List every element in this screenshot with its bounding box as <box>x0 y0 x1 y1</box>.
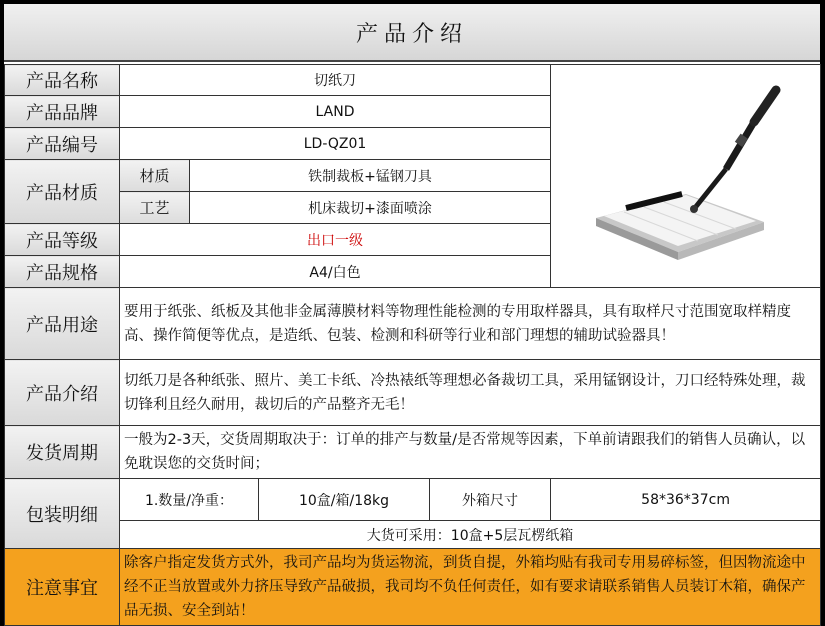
packing-size-value: 58*36*37cm <box>551 479 821 521</box>
material-sub-value: 铁制裁板+锰钢刀具 <box>190 160 551 192</box>
packing-qty-label: 1.数量/净重： <box>120 479 259 521</box>
name-value: 切纸刀 <box>120 65 551 96</box>
notice-label: 注意事宜 <box>5 549 120 626</box>
spec-value: A4/白色 <box>120 256 551 288</box>
packing-size-label: 外箱尺寸 <box>430 479 551 521</box>
notice-value: 除客户指定发货方式外，我司产品均为货运物流，到货自提，外箱均贴有我司专用易碎标签，但因物流途中经不正当放置或外力挤压导致产品破损，我司均不负任何责任，如有要求请联系销售人员装订木箱，确保产品无损、安全到站！ <box>120 549 821 626</box>
usage-label: 产品用途 <box>5 288 120 360</box>
brand-value: LAND <box>120 96 551 128</box>
usage-value: 要用于纸张、纸板及其他非金属薄膜材料等物理性能检测的专用取样器具，具有取样尺寸范围宽取样精度高、操作简便等优点，是造纸、包装、检测和科研等行业和部门理想的辅助试验器具！ <box>120 288 821 360</box>
title-bar <box>4 4 820 62</box>
name-label: 产品名称 <box>5 65 120 96</box>
packing-label: 包装明细 <box>5 479 120 549</box>
delivery-label: 发货周期 <box>5 426 120 479</box>
product-sheet <box>4 4 820 619</box>
material-label: 产品材质 <box>5 160 120 224</box>
grade-value: 出口一级 <box>120 224 551 256</box>
code-value: LD-QZ01 <box>120 128 551 160</box>
delivery-value: 一般为2-3天，交货周期取决于：订单的排产与数量/是否常规等因素，下单前请跟我们的销售人员确认，以免耽误您的交货时间； <box>120 426 821 479</box>
spec-label: 产品规格 <box>5 256 120 288</box>
intro-value: 切纸刀是各种纸张、照片、美工卡纸、冷热裱纸等理想必备裁切工具，采用锰钢设计，刀口经特殊处理，裁切锋利且经久耐用，裁切后的产品整齐无毛！ <box>120 360 821 426</box>
paper-cutter-image <box>586 76 786 276</box>
craft-sub-value: 机床裁切+漆面喷涂 <box>190 192 551 224</box>
intro-label: 产品介绍 <box>5 360 120 426</box>
code-label: 产品编号 <box>5 128 120 160</box>
packing-bulk-note: 大货可采用：10盒+5层瓦楞纸箱 <box>120 521 821 549</box>
page-title: 产品介绍 <box>355 21 468 47</box>
packing-qty-value: 10盒/箱/18kg <box>259 479 430 521</box>
product-table <box>4 64 821 626</box>
product-image-cell <box>551 65 821 288</box>
material-sub-label: 材质 <box>120 160 190 192</box>
craft-sub-label: 工艺 <box>120 192 190 224</box>
brand-label: 产品品牌 <box>5 96 120 128</box>
grade-label: 产品等级 <box>5 224 120 256</box>
